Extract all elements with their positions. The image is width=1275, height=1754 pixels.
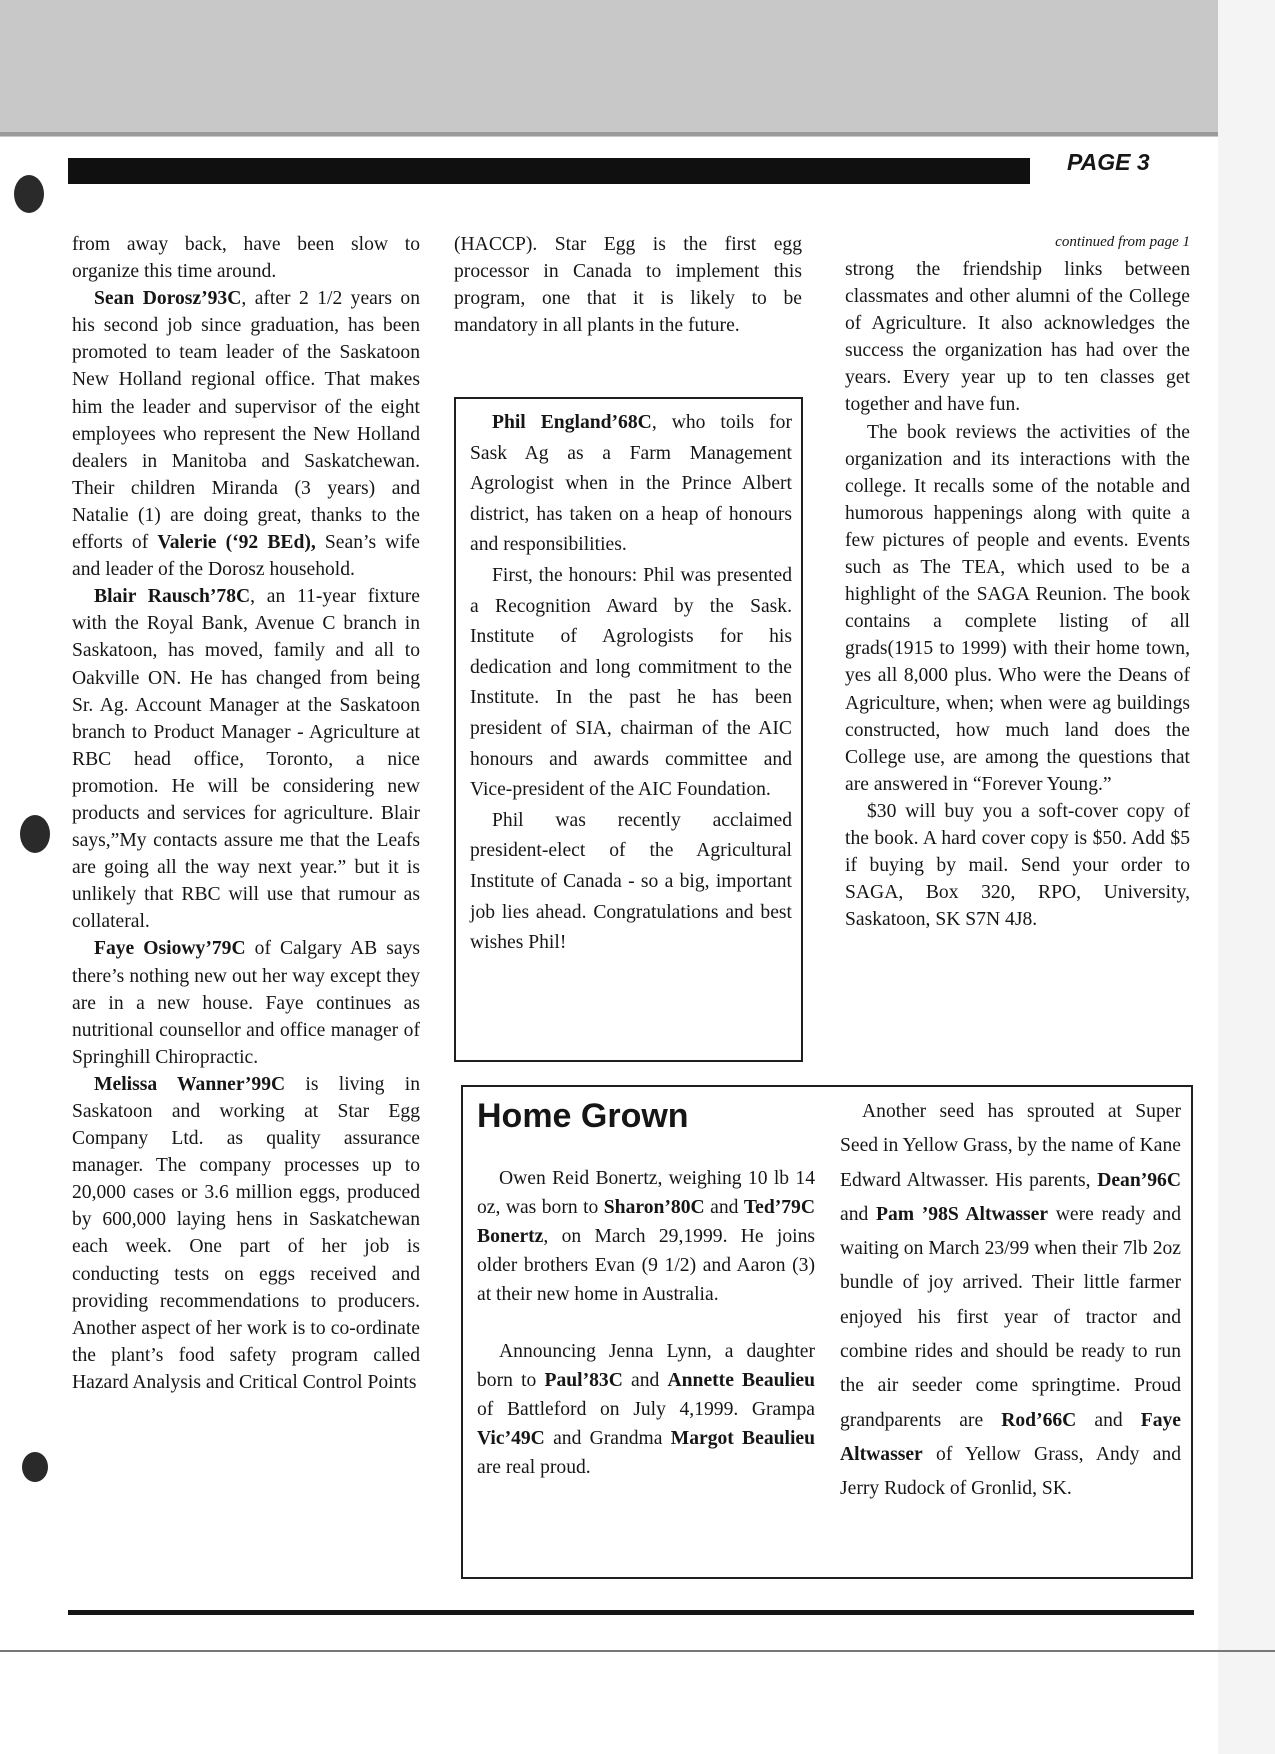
column-left (72, 231, 420, 1396)
bold-name-text: Phil England’68C (492, 412, 652, 433)
home-grown-box (461, 1085, 1193, 1579)
column-right-body (845, 256, 1190, 933)
body-text: and (1076, 1409, 1141, 1431)
scan-shadow-edge (0, 132, 1218, 136)
paragraph (840, 1095, 1181, 1507)
paragraph (477, 1337, 815, 1482)
paragraph (72, 583, 420, 935)
scan-shadow-band (0, 0, 1218, 137)
bold-name-text: Vic’49C (477, 1428, 545, 1449)
body-text: from away back, have been slow to organize this time around. (72, 234, 420, 283)
body-text: Owen Reid Bonertz, weighing 10 lb 14 oz, was born to (477, 1168, 815, 1218)
column-middle (454, 231, 802, 339)
binder-hole-icon (14, 175, 44, 213)
paragraph (845, 798, 1190, 933)
body-text: (HACCP). Star Egg is the first egg processor in Canada to implement this program, one that it is likely to be mandatory in all plants in the future. (454, 234, 802, 337)
column-right (845, 231, 1190, 933)
phil-england-box (454, 397, 803, 1062)
home-grown-left (477, 1164, 815, 1510)
body-text: and Grandma (544, 1428, 671, 1449)
body-text: First, the honours: Phil was presented a Recognition Award by the Sask. Institute of Agrologists for his dedication and long commitment to the Institute. In the past he has been president of SIA, chairman of the AIC honours and awards committee and Vice-president of the AIC Foundation. (470, 564, 792, 801)
bold-name-text: Ted’79C Bonertz (477, 1197, 815, 1247)
paragraph (470, 561, 792, 806)
binder-hole-icon (22, 1452, 48, 1482)
bold-name-text: Sean Dorosz’93C (94, 288, 242, 310)
bold-name-text: Valerie (‘92 BEd), (157, 532, 316, 554)
bold-name-text: Rod’66C (1001, 1409, 1077, 1431)
paragraph (454, 231, 802, 339)
body-text: of Calgary AB says there’s nothing new out her way except they are in a new house. Faye continues as nutritional counsellor and office manager of Springhill Chiropractic. (72, 938, 420, 1068)
bold-name-text: Dean’96C (1097, 1169, 1181, 1191)
body-text: , who toils for Sask Ag as a Farm Management Agrologist when in the Prince Albert district, has taken on a heap of honours and responsibilities. (470, 412, 793, 556)
body-text: Another seed has sprouted at Super Seed in Yellow Grass, by the name of Kane Edward Altwasser. His parents, (840, 1101, 1181, 1191)
scan-right-margin (1218, 0, 1275, 1754)
body-text: $30 will buy you a soft-cover copy of the book. A hard cover copy is $50. Add $5 if buying by mail. Send your order to SAGA, Box 320, RPO, University, Saskatoon, SK S7N 4J8. (845, 800, 1190, 931)
body-text: and (622, 1370, 668, 1391)
scan-bottom-edge (0, 1650, 1275, 1652)
home-grown-right (840, 1095, 1181, 1507)
bold-name-text: Sharon’80C (603, 1197, 705, 1218)
paragraph (470, 806, 792, 959)
home-grown-title: Home Grown (477, 1097, 689, 1135)
body-text: of Yellow Grass, Andy and Jerry Rudock of Gronlid, SK. (840, 1443, 1181, 1500)
bold-name-text: Margot Beaulieu (670, 1428, 815, 1449)
paragraph (72, 1071, 420, 1396)
body-text: , after 2 1/2 years on his second job since graduation, has been promoted to team leader of the Saskatoon New Holland regional office. That makes him the leader and supervisor of the eight employees who represent the New Holland dealers in Manitoba and Saskatchewan. Their children Miranda (3 years) and Natalie (1) are doing great, thanks to the efforts of (72, 288, 421, 554)
page-number: PAGE 3 (1067, 149, 1150, 175)
paragraph (470, 408, 792, 561)
body-text: is living in Saskatoon and working at Star Egg Company Ltd. as quality assurance manager. The company processes up to 20,000 cases or 3.6 million eggs, produced by 600,000 laying hens in Saskatchewan each week. One part of her job is conducting tests on eggs received and providing recommendations to producers. Another aspect of her work is to co-ordinate the plant’s food safety program called Hazard Analysis and Critical Control Points (72, 1073, 420, 1393)
body-text: , an 11-year fixture with the Royal Bank, Avenue C branch in Saskatoon, has moved, family and all to Oakville ON. He has changed from being Sr. Ag. Account Manager at the Saskatoon branch to Product Manager - Agriculture at RBC head office, Toronto, a nice promotion. He will be considering new products and services for agriculture. Blair says,”My contacts assure me that the Leafs are going all the way next year.” but it is unlikely that RBC will use that rumour as collateral. (72, 586, 420, 933)
body-text: Phil was recently acclaimed president-elect of the Agricultural Institute of Canada - so a big, important job lies ahead. Congratulations and best wishes Phil! (470, 809, 792, 954)
body-text: and (840, 1203, 876, 1225)
body-text: of Battleford on July 4,1999. Grampa (477, 1399, 815, 1420)
bold-name-text: Blair Rausch’78C (94, 586, 251, 608)
paragraph (72, 231, 420, 285)
paragraph (845, 419, 1190, 798)
body-text: were ready and waiting on March 23/99 when their 7lb 2oz bundle of joy arrived. Their little farmer enjoyed his first year of tractor and combine rides and should be ready to run the air seeder come springtime. Proud grandparents are (840, 1203, 1181, 1431)
paragraph (477, 1164, 815, 1309)
paragraph (72, 285, 420, 583)
footer-rule (68, 1610, 1194, 1615)
body-text: are real proud. (477, 1457, 591, 1478)
paragraph (72, 935, 420, 1070)
bold-name-text: Pam ’98S Altwasser (875, 1203, 1049, 1225)
bold-name-text: Annette Beaulieu (667, 1370, 815, 1391)
body-text: , on March 29,1999. He joins older brothers Evan (9 1/2) and Aaron (3) at their new home in Australia. (477, 1226, 815, 1305)
body-text: Sean’s wife and leader of the Dorosz household. (72, 532, 420, 581)
bold-name-text: Faye Osiowy’79C (94, 938, 246, 960)
header-bar (68, 158, 1030, 184)
continued-from-note: continued from page 1 (1055, 234, 1190, 250)
bold-name-text: Melissa Wanner’99C (94, 1073, 286, 1095)
binder-hole-icon (20, 815, 50, 853)
body-text: The book reviews the activities of the organization and its interactions with the college. It recalls some of the notable and humorous happenings along with quite a few pictures of people and events. Events such as The TEA, which used to be a highlight of the SAGA Reunion. The book contains a complete listing of all grads(1915 to 1999) with their home town, yes all 8,000 plus. Who were the Deans of Agriculture, when; when were ag buildings constructed, how much land does the College use, are among the questions that are answered in “Forever Young.” (845, 421, 1190, 795)
phil-england-text (470, 408, 792, 959)
body-text: Announcing Jenna Lynn, a daughter born to (477, 1341, 815, 1391)
bold-name-text: Faye Altwasser (840, 1409, 1181, 1465)
bold-name-text: Paul’83C (544, 1370, 623, 1391)
body-text: strong the friendship links between classmates and other alumni of the College of Agriculture. It also acknowledges the success the organization has had over the years. Every year up to ten classes get together and have fun. (845, 259, 1190, 416)
body-text: and (704, 1197, 744, 1218)
paragraph (845, 256, 1190, 419)
